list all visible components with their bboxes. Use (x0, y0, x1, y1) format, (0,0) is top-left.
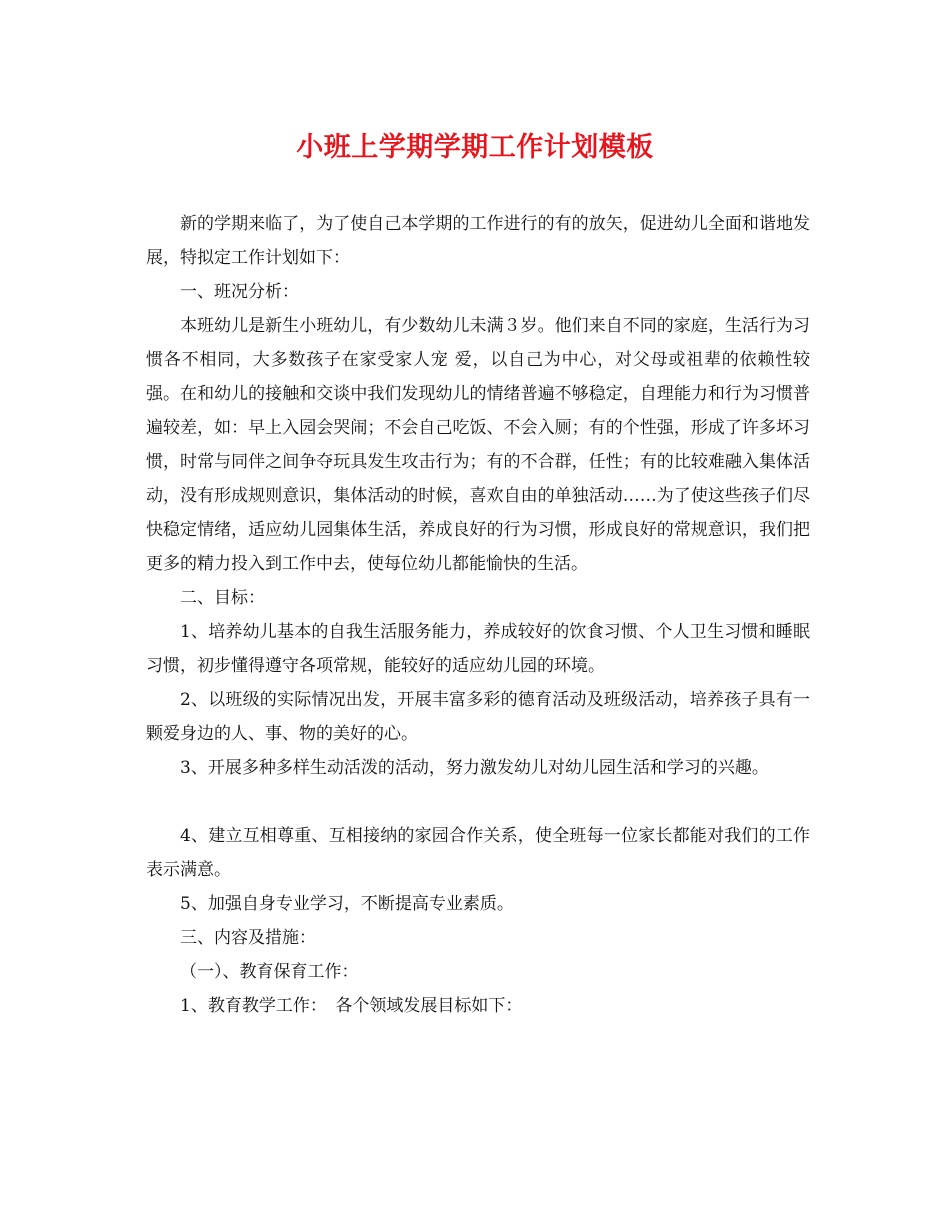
goal-item-2: 2、以班级的实际情况出发，开展丰富多彩的德育活动及班级活动，培养孩子具有一颗爱身边的人、事、物的美好的心。 (146, 690, 810, 744)
section-heading-class-analysis: 一、班况分析： (180, 282, 299, 302)
document-body (146, 207, 810, 1023)
goal-item-1: 1、培养幼儿基本的自我生活服务能力，养成较好的饮食习惯、个人卫生习惯和睡眠习惯，初步懂得遵守各项常规，能较好的适应幼儿园的环境。 (146, 622, 810, 676)
section-heading-goals: 二、目标： (180, 588, 265, 608)
section-heading-content-measures: 三、内容及措施： (180, 928, 316, 948)
goal-item-4: 4、建立互相尊重、互相接纳的家园合作关系，使全班每一位家长都能对我们的工作表示满意。 (146, 826, 810, 880)
content-item-1: 1、教育教学工作： 各个领域发展目标如下： (180, 996, 523, 1016)
goal-item-5: 5、加强自身专业学习，不断提高专业素质。 (180, 894, 514, 914)
blank-line (146, 785, 810, 819)
intro-paragraph: 新的学期来临了，为了使自己本学期的工作进行的有的放矢，促进幼儿全面和谐地发展，特拟定工作计划如下： (146, 214, 810, 268)
subsection-heading-education-care: （一）、教育保育工作： (180, 962, 359, 982)
class-analysis-paragraph: 本班幼儿是新生小班幼儿，有少数幼儿未满３岁。他们来自不同的家庭，生活行为习惯各不相同，大多数孩子在家受家人宠 爱，以自己为中心，对父母或祖辈的依赖性较强。在和幼儿的接触和交谈中我们发现幼儿的情绪普遍不够稳定，自理能力和行为习惯普遍较差，如：早上入园会哭闹；不会自己吃饭、不会入厕；有的个性强，形成了许多坏习惯，时常与同伴之间争夺玩具发生攻击行为；有的不合群，任性；有的比较难融入集体活动，没有形成规则意识，集体活动的时候，喜欢自由的单独活动……为了使这些孩子们尽快稳定情绪，适应幼儿园集体生活，养成良好的行为习惯，形成良好的常规意识，我们把更多的精力投入到工作中去，使每位幼儿都能愉快的生活。 (146, 316, 810, 574)
document-title: 小班上学期学期工作计划模板 (296, 132, 654, 163)
goal-item-3: 3、开展多种多样生动活泼的活动，努力激发幼儿对幼儿园生活和学习的兴趣。 (180, 758, 769, 778)
